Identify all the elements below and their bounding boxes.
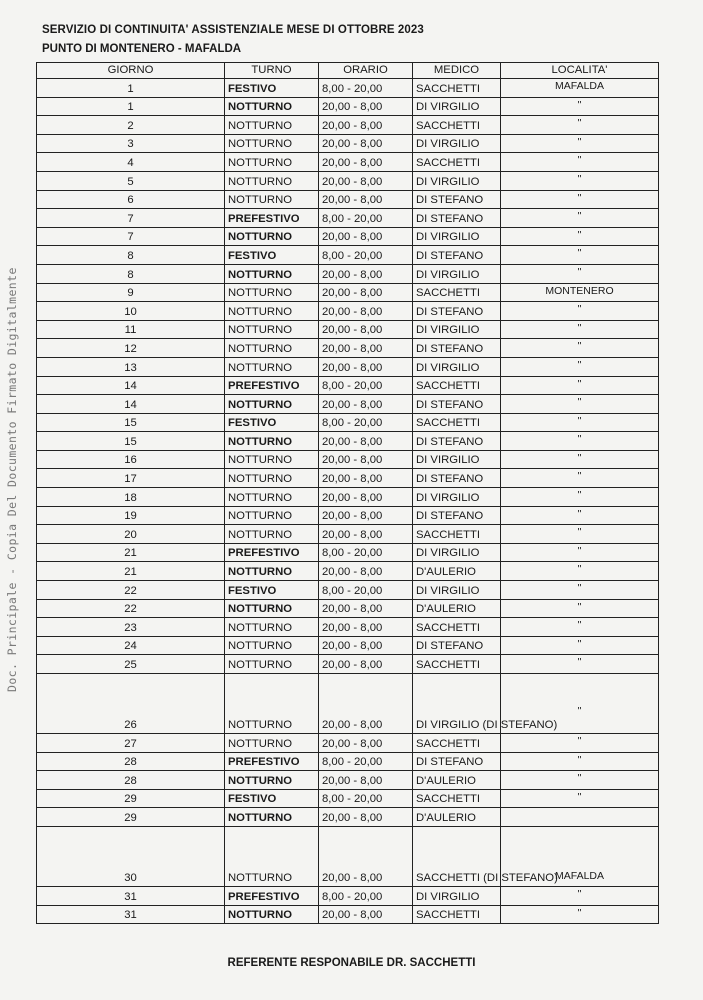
turno-cell: NOTTURNO: [225, 339, 319, 358]
localita-cell: ": [501, 134, 659, 153]
turno-cell: NOTTURNO: [225, 525, 319, 544]
day-cell: 21: [37, 562, 225, 581]
orario-cell: 8,00 - 20,00: [319, 413, 413, 432]
table-row: [37, 97, 659, 116]
medico-cell: SACCHETTI: [413, 376, 501, 395]
turno-cell: NOTTURNO: [225, 264, 319, 283]
day-cell: 29: [37, 789, 225, 808]
day-cell: 26: [37, 674, 225, 734]
orario-cell: 20,00 - 8,00: [319, 283, 413, 302]
orario-cell: 20,00 - 8,00: [319, 674, 413, 734]
table-header-row: [37, 63, 659, 79]
schedule-table: [36, 62, 659, 924]
day-cell: 15: [37, 413, 225, 432]
medico-cell: DI VIRGILIO: [413, 171, 501, 190]
localita-cell: ": [501, 395, 659, 414]
table-row: [37, 525, 659, 544]
localita-cell: ": [501, 264, 659, 283]
day-cell: 22: [37, 581, 225, 600]
orario-cell: 20,00 - 8,00: [319, 636, 413, 655]
table-row: [37, 357, 659, 376]
localita-cell: ": [501, 636, 659, 655]
table-row: [37, 469, 659, 488]
orario-cell: 20,00 - 8,00: [319, 134, 413, 153]
table-row: [37, 227, 659, 246]
header-orario: ORARIO: [319, 63, 413, 79]
turno-cell: FESTIVO: [225, 413, 319, 432]
day-cell: 20: [37, 525, 225, 544]
day-cell: 6: [37, 190, 225, 209]
localita-cell: ": [501, 599, 659, 618]
orario-cell: 8,00 - 20,00: [319, 79, 413, 98]
localita-cell: ": [501, 905, 659, 924]
document-title: SERVIZIO DI CONTINUITA' ASSISTENZIALE MESE DI OTTOBRE 2023: [42, 24, 424, 36]
table-row: [37, 506, 659, 525]
orario-cell: 20,00 - 8,00: [319, 302, 413, 321]
medico-cell: SACCHETTI: [413, 734, 501, 753]
turno-cell: FESTIVO: [225, 79, 319, 98]
localita-cell: ": [501, 752, 659, 771]
medico-cell: DI VIRGILIO: [413, 97, 501, 116]
medico-cell: SACCHETTI: [413, 905, 501, 924]
medico-cell: DI VIRGILIO: [413, 134, 501, 153]
day-cell: 28: [37, 752, 225, 771]
document-subtitle: PUNTO DI MONTENERO - MAFALDA: [42, 43, 242, 55]
medico-cell: SACCHETTI: [413, 789, 501, 808]
localita-cell: ": [501, 432, 659, 451]
orario-cell: 8,00 - 20,00: [319, 789, 413, 808]
orario-cell: 20,00 - 8,00: [319, 190, 413, 209]
orario-cell: 8,00 - 20,00: [319, 209, 413, 228]
turno-cell: NOTTURNO: [225, 771, 319, 790]
orario-cell: 20,00 - 8,00: [319, 905, 413, 924]
localita-cell: ": [501, 413, 659, 432]
header-medico: MEDICO: [413, 63, 501, 79]
turno-cell: NOTTURNO: [225, 808, 319, 827]
table-row: [37, 395, 659, 414]
schedule-body: [37, 79, 659, 924]
footer-referente: REFERENTE RESPONABILE DR. SACCHETTI: [227, 957, 476, 969]
orario-cell: 8,00 - 20,00: [319, 581, 413, 600]
medico-cell: DI STEFANO: [413, 209, 501, 228]
orario-cell: 8,00 - 20,00: [319, 543, 413, 562]
localita-cell: ": [501, 209, 659, 228]
table-row: [37, 190, 659, 209]
turno-cell: PREFESTIVO: [225, 543, 319, 562]
turno-cell: NOTTURNO: [225, 116, 319, 135]
table-row: [37, 246, 659, 265]
table-row: [37, 886, 659, 905]
turno-cell: NOTTURNO: [225, 450, 319, 469]
table-row: [37, 543, 659, 562]
medico-cell: DI STEFANO: [413, 339, 501, 358]
medico-cell: DI STEFANO: [413, 752, 501, 771]
medico-cell: SACCHETTI: [413, 153, 501, 172]
medico-cell: DI STEFANO: [413, 469, 501, 488]
localita-cell: MAFALDA: [501, 79, 659, 98]
table-row: [37, 636, 659, 655]
table-row: [37, 116, 659, 135]
turno-cell: NOTTURNO: [225, 134, 319, 153]
table-row: [37, 599, 659, 618]
localita-cell: ": [501, 469, 659, 488]
localita-cell: ": [501, 357, 659, 376]
medico-cell: D'AULERIO: [413, 771, 501, 790]
day-cell: 23: [37, 618, 225, 637]
turno-cell: PREFESTIVO: [225, 752, 319, 771]
table-row: [37, 655, 659, 674]
localita-cell: ": [501, 97, 659, 116]
turno-cell: NOTTURNO: [225, 395, 319, 414]
day-cell: 10: [37, 302, 225, 321]
table-row: [37, 789, 659, 808]
localita-cell: ": [501, 771, 659, 790]
localita-cell: ": [501, 525, 659, 544]
day-cell: 27: [37, 734, 225, 753]
day-cell: 5: [37, 171, 225, 190]
orario-cell: 20,00 - 8,00: [319, 525, 413, 544]
medico-cell: D'AULERIO: [413, 808, 501, 827]
day-cell: 4: [37, 153, 225, 172]
day-cell: 2: [37, 116, 225, 135]
localita-cell: ": [501, 789, 659, 808]
turno-cell: NOTTURNO: [225, 357, 319, 376]
orario-cell: 20,00 - 8,00: [319, 506, 413, 525]
turno-cell: NOTTURNO: [225, 432, 319, 451]
day-cell: 24: [37, 636, 225, 655]
day-cell: 28: [37, 771, 225, 790]
day-cell: 15: [37, 432, 225, 451]
turno-cell: FESTIVO: [225, 789, 319, 808]
orario-cell: 20,00 - 8,00: [319, 826, 413, 886]
day-cell: 18: [37, 488, 225, 507]
header-turno: TURNO: [225, 63, 319, 79]
medico-cell: SACCHETTI (DI STEFANO): [413, 826, 501, 886]
localita-cell: MAFALDA: [501, 826, 659, 886]
day-cell: 7: [37, 209, 225, 228]
day-cell: 17: [37, 469, 225, 488]
medico-cell: SACCHETTI: [413, 79, 501, 98]
localita-cell: ": [501, 886, 659, 905]
medico-cell: DI VIRGILIO: [413, 581, 501, 600]
orario-cell: 20,00 - 8,00: [319, 320, 413, 339]
turno-cell: NOTTURNO: [225, 469, 319, 488]
localita-cell: ": [501, 543, 659, 562]
orario-cell: 20,00 - 8,00: [319, 171, 413, 190]
day-cell: 22: [37, 599, 225, 618]
table-row: [37, 674, 659, 734]
turno-cell: NOTTURNO: [225, 283, 319, 302]
turno-cell: PREFESTIVO: [225, 209, 319, 228]
table-row: [37, 905, 659, 924]
medico-cell: D'AULERIO: [413, 599, 501, 618]
turno-cell: NOTTURNO: [225, 618, 319, 637]
localita-cell: ": [501, 674, 659, 734]
day-cell: 21: [37, 543, 225, 562]
table-row: [37, 450, 659, 469]
medico-cell: DI VIRGILIO (DI STEFANO): [413, 674, 501, 734]
turno-cell: FESTIVO: [225, 581, 319, 600]
orario-cell: 20,00 - 8,00: [319, 116, 413, 135]
localita-cell: ": [501, 618, 659, 637]
table-row: [37, 171, 659, 190]
localita-cell: ": [501, 488, 659, 507]
medico-cell: DI VIRGILIO: [413, 227, 501, 246]
day-cell: 11: [37, 320, 225, 339]
turno-cell: NOTTURNO: [225, 153, 319, 172]
table-row: [37, 264, 659, 283]
localita-cell: ": [501, 655, 659, 674]
turno-cell: NOTTURNO: [225, 674, 319, 734]
day-cell: 8: [37, 246, 225, 265]
day-cell: 14: [37, 376, 225, 395]
turno-cell: NOTTURNO: [225, 190, 319, 209]
table-row: [37, 302, 659, 321]
table-row: [37, 432, 659, 451]
localita-cell: ": [501, 506, 659, 525]
orario-cell: 20,00 - 8,00: [319, 227, 413, 246]
turno-cell: NOTTURNO: [225, 227, 319, 246]
day-cell: 14: [37, 395, 225, 414]
day-cell: 30: [37, 826, 225, 886]
day-cell: 12: [37, 339, 225, 358]
table-row: [37, 618, 659, 637]
orario-cell: 20,00 - 8,00: [319, 264, 413, 283]
orario-cell: 20,00 - 8,00: [319, 339, 413, 358]
turno-cell: PREFESTIVO: [225, 376, 319, 395]
localita-cell: ": [501, 562, 659, 581]
medico-cell: DI VIRGILIO: [413, 450, 501, 469]
medico-cell: DI VIRGILIO: [413, 886, 501, 905]
table-row: [37, 488, 659, 507]
header-localita: LOCALITA': [501, 63, 659, 79]
medico-cell: SACCHETTI: [413, 283, 501, 302]
table-row: [37, 562, 659, 581]
orario-cell: 20,00 - 8,00: [319, 357, 413, 376]
table-row: [37, 581, 659, 600]
orario-cell: 20,00 - 8,00: [319, 450, 413, 469]
orario-cell: 20,00 - 8,00: [319, 469, 413, 488]
table-row: [37, 339, 659, 358]
localita-cell: ": [501, 581, 659, 600]
digital-signature-stamp: Doc. Principale - Copia Del Documento Firmato Digitalmente: [5, 267, 19, 692]
table-row: [37, 134, 659, 153]
day-cell: 13: [37, 357, 225, 376]
localita-cell: ": [501, 376, 659, 395]
localita-cell: ": [501, 116, 659, 135]
medico-cell: SACCHETTI: [413, 618, 501, 637]
medico-cell: SACCHETTI: [413, 525, 501, 544]
table-row: [37, 826, 659, 886]
localita-cell: ": [501, 190, 659, 209]
medico-cell: DI VIRGILIO: [413, 357, 501, 376]
orario-cell: 8,00 - 20,00: [319, 246, 413, 265]
localita-cell: [501, 808, 659, 827]
day-cell: 7: [37, 227, 225, 246]
medico-cell: SACCHETTI: [413, 116, 501, 135]
medico-cell: DI STEFANO: [413, 636, 501, 655]
day-cell: 9: [37, 283, 225, 302]
table-row: [37, 771, 659, 790]
table-row: [37, 413, 659, 432]
localita-cell: ": [501, 227, 659, 246]
turno-cell: NOTTURNO: [225, 636, 319, 655]
turno-cell: NOTTURNO: [225, 905, 319, 924]
localita-cell: MONTENERO: [501, 283, 659, 302]
localita-cell: ": [501, 339, 659, 358]
orario-cell: 8,00 - 20,00: [319, 752, 413, 771]
medico-cell: SACCHETTI: [413, 413, 501, 432]
orario-cell: 20,00 - 8,00: [319, 395, 413, 414]
turno-cell: NOTTURNO: [225, 562, 319, 581]
day-cell: 19: [37, 506, 225, 525]
localita-cell: ": [501, 734, 659, 753]
turno-cell: FESTIVO: [225, 246, 319, 265]
localita-cell: ": [501, 302, 659, 321]
day-cell: 25: [37, 655, 225, 674]
medico-cell: D'AULERIO: [413, 562, 501, 581]
table-row: [37, 734, 659, 753]
turno-cell: NOTTURNO: [225, 599, 319, 618]
turno-cell: NOTTURNO: [225, 826, 319, 886]
turno-cell: PREFESTIVO: [225, 886, 319, 905]
medico-cell: DI VIRGILIO: [413, 543, 501, 562]
day-cell: 31: [37, 886, 225, 905]
day-cell: 29: [37, 808, 225, 827]
day-cell: 3: [37, 134, 225, 153]
medico-cell: DI VIRGILIO: [413, 488, 501, 507]
orario-cell: 20,00 - 8,00: [319, 153, 413, 172]
day-cell: 16: [37, 450, 225, 469]
table-row: [37, 320, 659, 339]
orario-cell: 20,00 - 8,00: [319, 488, 413, 507]
header-giorno: GIORNO: [37, 63, 225, 79]
medico-cell: DI STEFANO: [413, 506, 501, 525]
day-cell: 1: [37, 79, 225, 98]
day-cell: 1: [37, 97, 225, 116]
day-cell: 8: [37, 264, 225, 283]
medico-cell: DI STEFANO: [413, 302, 501, 321]
turno-cell: NOTTURNO: [225, 320, 319, 339]
table-row: [37, 808, 659, 827]
localita-cell: ": [501, 246, 659, 265]
turno-cell: NOTTURNO: [225, 734, 319, 753]
orario-cell: 8,00 - 20,00: [319, 376, 413, 395]
turno-cell: NOTTURNO: [225, 302, 319, 321]
localita-cell: ": [501, 450, 659, 469]
medico-cell: DI STEFANO: [413, 395, 501, 414]
turno-cell: NOTTURNO: [225, 655, 319, 674]
orario-cell: 20,00 - 8,00: [319, 599, 413, 618]
turno-cell: NOTTURNO: [225, 488, 319, 507]
orario-cell: 20,00 - 8,00: [319, 655, 413, 674]
medico-cell: DI VIRGILIO: [413, 264, 501, 283]
orario-cell: 20,00 - 8,00: [319, 97, 413, 116]
localita-cell: ": [501, 171, 659, 190]
orario-cell: 20,00 - 8,00: [319, 562, 413, 581]
orario-cell: 20,00 - 8,00: [319, 618, 413, 637]
orario-cell: 8,00 - 20,00: [319, 886, 413, 905]
orario-cell: 20,00 - 8,00: [319, 808, 413, 827]
table-row: [37, 376, 659, 395]
orario-cell: 20,00 - 8,00: [319, 771, 413, 790]
table-row: [37, 752, 659, 771]
turno-cell: NOTTURNO: [225, 506, 319, 525]
table-row: [37, 283, 659, 302]
medico-cell: DI STEFANO: [413, 246, 501, 265]
turno-cell: NOTTURNO: [225, 171, 319, 190]
orario-cell: 20,00 - 8,00: [319, 432, 413, 451]
medico-cell: DI STEFANO: [413, 432, 501, 451]
table-row: [37, 209, 659, 228]
localita-cell: ": [501, 153, 659, 172]
medico-cell: DI VIRGILIO: [413, 320, 501, 339]
medico-cell: DI STEFANO: [413, 190, 501, 209]
table-row: [37, 79, 659, 98]
table-row: [37, 153, 659, 172]
day-cell: 31: [37, 905, 225, 924]
medico-cell: SACCHETTI: [413, 655, 501, 674]
turno-cell: NOTTURNO: [225, 97, 319, 116]
localita-cell: ": [501, 320, 659, 339]
orario-cell: 20,00 - 8,00: [319, 734, 413, 753]
